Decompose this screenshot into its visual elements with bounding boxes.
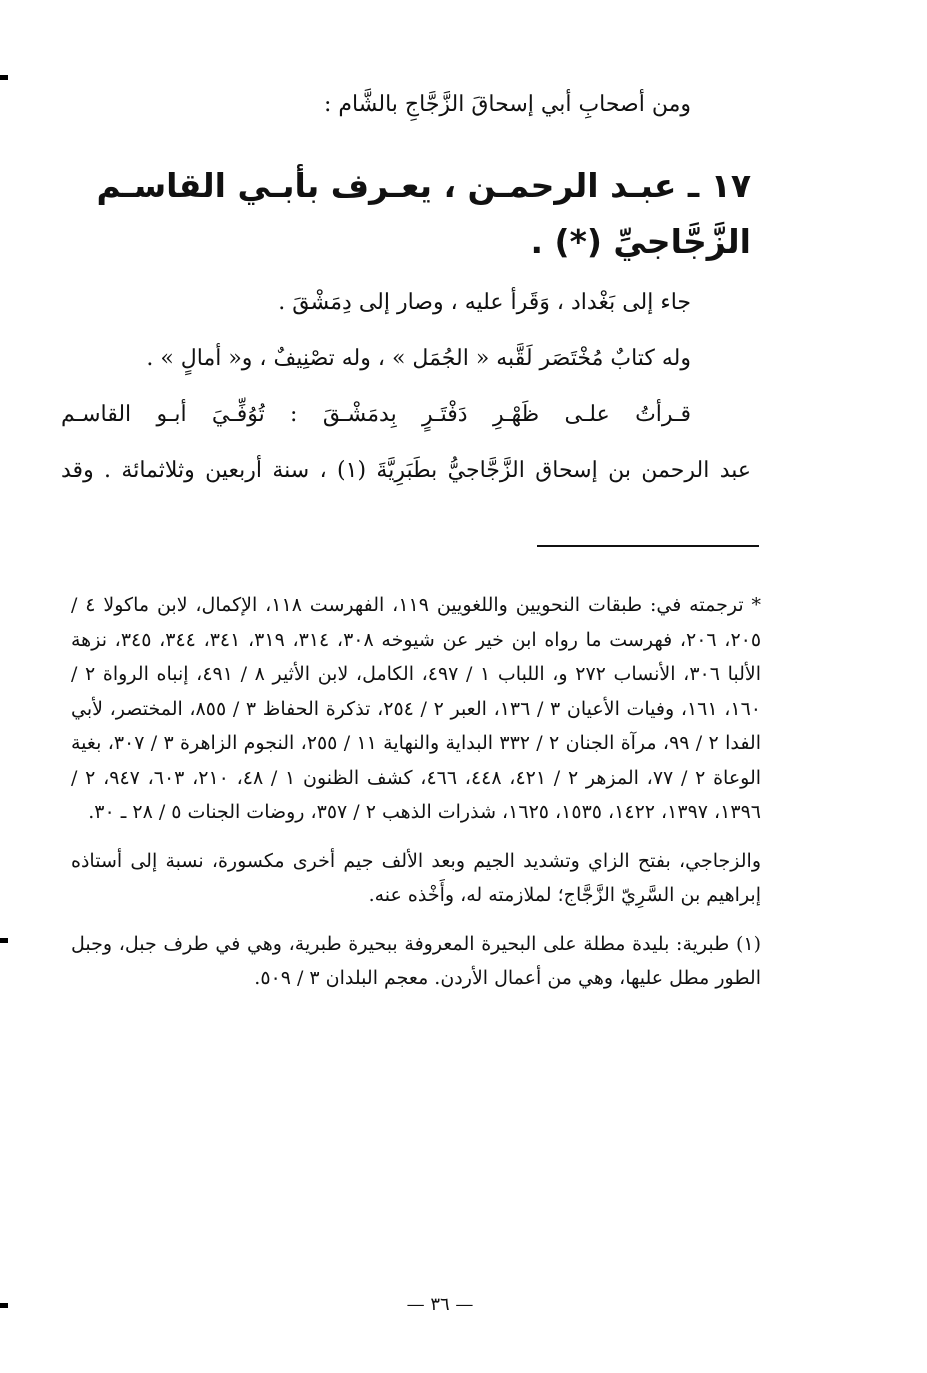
- footnote-nisba: والزجاجي، بفتح الزاي وتشديد الجيم وبعد الألف جيم أخرى مكسورة، نسبة إلى أستاذه إبراهيم بن السَّرِيّ الزَّجَّاج؛ لملازمته له، وأَخْذه عنه.: [71, 849, 761, 906]
- footnote-sources: * ترجمته في: طبقات النحويين واللغويين ١١٩، الفهرست ١١٨، الإكمال، لابن ماكولا ٤ / ٢٠٥، ٢٠٦، فهرست ما رواه ابن خير عن شيوخه ٣٠٨، ٣١٤، ٣١٩، ٣٤١، ٣٤٤، ٣٤٥، نزهة الألبا ٣٠٦، الأنساب ٢٧٢ و، اللباب ١ / ٤٩٧، الكامل، لابن الأثير ٨ / ٤٩١، إنباه الرواة ٢ / ١٦٠، ١٦١، وفيات الأعيان ٣ / ١٣٦، العبر ٢ / ٢٥٤، تذكرة الحفاظ ٣ / ٨٥٥، المختصر، لأبي الفدا ٢ / ٩٩، مرآة الجنان ٢ / ٣٣٢ البداية والنهاية ١١ / ٢٥٥، النجوم الزاهرة ٣ / ٣٠٧، بغية الوعاة ٢ / ٧٧، المزهر ٢ / ٤٢١، ٤٤٨، ٤٦٦، كشف الظنون ١ / ٤٨، ٢١٠، ٦٠٣، ٩٤٧، ٢ / ١٣٩٦، ١٣٩٧، ١٤٢٢، ١٥٣٥، ١٦٢٥، شذرات الذهب ٢ / ٣٥٧، روضات الجنات ٥ / ٢٨ ـ ٣٠.: [71, 594, 762, 823]
- body-paragraph: عبد الرحمن بن إسحاق الزَّجَّاجيُّ بطَبَرِيَّةَ (١) ، سنة أربعين وثلاثمائة . وقد: [61, 458, 752, 483]
- page-number: — ٣٦ —: [406, 1294, 474, 1315]
- margin-mark: [0, 938, 8, 943]
- footnote-tiberias: (١) طبرية: بليدة مطلة على البحيرة المعروفة ببحيرة طبرية، وهي في طرف جبل، وجبل الطور مطل عليها، وهي من أعمال الأردن. معجم البلدان ٣ / ٥٠٩.: [71, 932, 761, 989]
- footnotes: [71, 588, 761, 1010]
- entry-title: [51, 158, 751, 270]
- entry-title-line-2: الزَّجَّاجيِّ (*) .: [530, 222, 751, 261]
- margin-mark: [0, 75, 8, 80]
- section-heading: ومن أصحابِ أبي إسحاقَ الزَّجَّاجِ بالشَّام :: [324, 92, 691, 117]
- entry-title-line-1: ١٧ ـ عبـد الرحمـن ، يعـرف بأبـي القاسـم: [96, 166, 751, 205]
- entry-body: [61, 275, 751, 499]
- margin-mark: [0, 1303, 8, 1308]
- body-paragraph: قـرأتُ علـى ظَهْـرِ دَفْتَـرٍ بِدمَشْـقَ : تُوُفِّـيَ أبـو القاسـم: [61, 402, 691, 427]
- body-paragraph: جاء إلى بَغْداد ، وَقَرأ عليه ، وصار إلى دِمَشْقَ .: [278, 290, 691, 315]
- body-paragraph: وله كتابٌ مُخْتَصَر لَقَّبه « الجُمَل » ، وله تصْنِيفٌ ، و« أمالٍ » .: [146, 346, 691, 371]
- footnote-separator: [537, 545, 759, 547]
